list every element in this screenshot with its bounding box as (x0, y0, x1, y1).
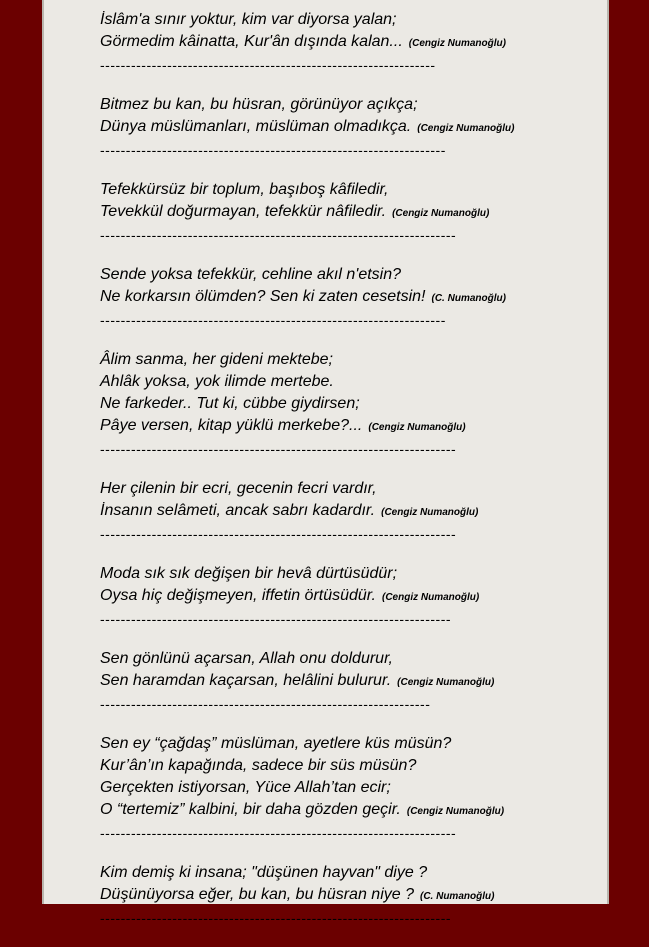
verse-line (100, 286, 605, 308)
poem-stanza (100, 264, 605, 330)
verse-line (100, 500, 605, 522)
verse-line (100, 31, 605, 53)
stanza-separator: -------------------------------------------------------------------- (100, 611, 452, 627)
verse-line (100, 94, 605, 116)
verse-text: Dünya müslümanları, müslüman olmadıkça. (100, 118, 412, 135)
poem-stanza (100, 478, 605, 544)
stanza-separator: -------------------------------------------------------------------- (100, 910, 452, 926)
author-credit: (Cengiz Numanoğlu) (397, 677, 495, 688)
author-credit: (Cengiz Numanoğlu) (417, 123, 515, 134)
verse-text: Pâye versen, kitap yüklü merkebe?... (100, 417, 363, 434)
verse-text: Gerçekten istiyorsan, Yüce Allah’tan ecir; (100, 779, 391, 796)
poem-stanza (100, 563, 605, 629)
author-credit: (C. Numanoğlu) (419, 891, 495, 902)
poem-stanza (100, 648, 605, 714)
verse-line (100, 777, 605, 799)
verse-line (100, 393, 605, 415)
stanza-separator: --------------------------------------------------------------------- (100, 227, 457, 243)
verse-line (100, 478, 605, 500)
verse-line (100, 862, 605, 884)
verse-text: O “tertemiz” kalbini, bir daha gözden geçir. (100, 801, 401, 818)
verse-text: Tefekkürsüz bir toplum, başıboş kâfiledir, (100, 181, 389, 198)
verse-text: Düşünüyorsa eğer, bu kan, bu hüsran niye ? (100, 886, 414, 903)
verse-text: Oysa hiç değişmeyen, iffetin örtüsüdür. (100, 587, 376, 604)
verse-text: Görmedim kâinatta, Kur'ân dışında kalan... (100, 33, 403, 50)
verse-line (100, 884, 605, 906)
verse-line (100, 201, 605, 223)
verse-line (100, 116, 605, 138)
verse-line (100, 9, 605, 31)
author-credit: (Cengiz Numanoğlu) (381, 592, 480, 603)
verse-text: Ahlâk yoksa, yok ilimde mertebe. (100, 373, 334, 390)
author-credit: (Cengiz Numanoğlu) (392, 208, 490, 219)
author-credit: (Cengiz Numanoğlu) (368, 422, 466, 433)
verse-text: Sen haramdan kaçarsan, helâlini bulurur. (100, 672, 392, 689)
verse-line (100, 670, 605, 692)
poem-stanza (100, 733, 605, 843)
verse-text: Kim demiş ki insana; "düşünen hayvan" diye ? (100, 864, 428, 881)
poem-stanza (100, 179, 605, 245)
verse-text: İslâm'a sınır yoktur, kim var diyorsa yalan; (100, 11, 397, 28)
verse-line (100, 585, 605, 607)
verse-text: İnsanın selâmeti, ancak sabrı kadardır. (100, 502, 376, 519)
verse-text: Sen ey “çağdaş” müslüman, ayetlere küs müsün? (100, 735, 452, 752)
verse-line (100, 371, 605, 393)
poem-stanza (100, 9, 605, 75)
verse-text: Moda sık sık değişen bir hevâ dürtüsüdür; (100, 565, 398, 582)
stanza-separator: ------------------------------------------------------------------- (100, 142, 446, 158)
poem-list (100, 9, 605, 947)
poem-page (42, 0, 609, 926)
verse-text: Ne farkeder.. Tut ki, cübbe giydirsen; (100, 395, 360, 412)
author-credit: (Cengiz Numanoğlu) (408, 38, 506, 49)
stanza-separator: ----------------------------------------------------------------- (100, 57, 436, 73)
verse-text: Kur’ân’ın kapağında, sadece bir süs müsün? (100, 757, 417, 774)
stanza-separator: --------------------------------------------------------------------- (100, 825, 457, 841)
stanza-separator: ------------------------------------------------------------------- (100, 312, 446, 328)
verse-text: Ne korkarsın ölümden? Sen ki zaten cesetsin! (100, 288, 426, 305)
verse-line (100, 264, 605, 286)
verse-line (100, 799, 605, 821)
stanza-separator: ---------------------------------------------------------------- (100, 696, 431, 712)
verse-text: Sen gönlünü açarsan, Allah onu doldurur, (100, 650, 393, 667)
verse-text: Her çilenin bir ecri, gecenin fecri vardır, (100, 480, 377, 497)
verse-text: Âlim sanma, her gideni mektebe; (100, 351, 333, 368)
author-credit: (Cengiz Numanoğlu) (381, 507, 479, 518)
author-credit: (Cengiz Numanoğlu) (406, 806, 505, 817)
verse-line (100, 648, 605, 670)
verse-line (100, 349, 605, 371)
verse-text: Tevekkül doğurmayan, tefekkür nâfiledir. (100, 203, 387, 220)
stanza-separator: --------------------------------------------------------------------- (100, 526, 457, 542)
stanza-separator: --------------------------------------------------------------------- (100, 441, 457, 457)
verse-line (100, 563, 605, 585)
poem-stanza (100, 94, 605, 160)
verse-line (100, 415, 605, 437)
verse-line (100, 179, 605, 201)
author-credit: (C. Numanoğlu) (431, 293, 506, 304)
verse-text: Sende yoksa tefekkür, cehline akıl n'etsin? (100, 266, 402, 283)
poem-stanza (100, 862, 605, 928)
verse-line (100, 733, 605, 755)
verse-text: Bitmez bu kan, bu hüsran, görünüyor açıkça; (100, 96, 418, 113)
verse-line (100, 755, 605, 777)
poem-stanza (100, 349, 605, 459)
